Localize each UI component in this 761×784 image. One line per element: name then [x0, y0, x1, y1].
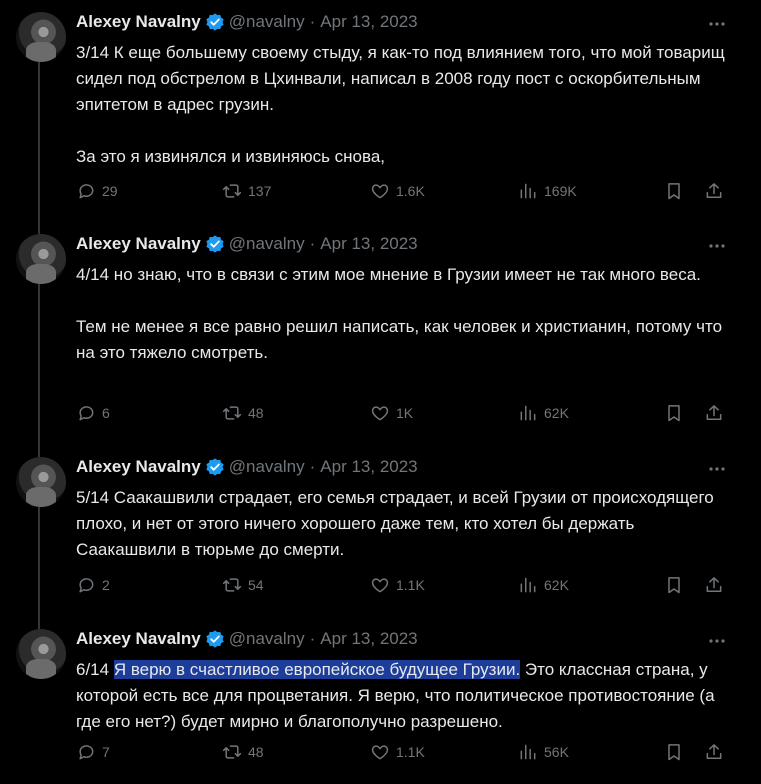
author-name[interactable]: Alexey Navalny — [76, 234, 201, 253]
retweet-icon — [222, 742, 242, 762]
share-button[interactable] — [704, 575, 730, 595]
verified-badge-icon — [205, 234, 225, 254]
share-button[interactable] — [704, 403, 730, 423]
tweet-date[interactable]: Apr 13, 2023 — [320, 12, 418, 31]
like-count: 1.1K — [396, 744, 425, 760]
retweet-button[interactable] — [222, 181, 271, 201]
retweet-icon — [222, 403, 242, 423]
thread-line — [38, 507, 40, 617]
verified-badge-icon — [205, 629, 225, 649]
tweet[interactable] — [0, 0, 761, 222]
separator-dot: · — [309, 629, 316, 648]
retweet-count: 137 — [248, 183, 272, 199]
reply-button[interactable] — [76, 742, 110, 762]
reply-button[interactable] — [76, 575, 110, 595]
separator-dot: · — [309, 457, 316, 476]
retweet-button[interactable] — [222, 403, 264, 423]
like-button[interactable] — [370, 403, 413, 423]
retweet-count: 54 — [248, 577, 264, 593]
tweet-actions — [76, 403, 726, 427]
author-handle[interactable]: @navalny — [228, 629, 305, 648]
bookmark-icon — [664, 403, 684, 423]
views-count: 62K — [544, 577, 569, 593]
selected-text-highlight[interactable]: Я верю в счастливое европейское будущее Грузии. — [113, 660, 521, 679]
more-icon[interactable] — [705, 631, 729, 651]
reply-button[interactable] — [76, 181, 118, 201]
bookmark-button[interactable] — [664, 575, 690, 595]
share-icon — [704, 575, 724, 595]
retweet-count: 48 — [248, 405, 264, 421]
bookmark-button[interactable] — [664, 181, 690, 201]
tweet-date[interactable]: Apr 13, 2023 — [320, 457, 418, 476]
views-icon — [518, 575, 538, 595]
tweet-date[interactable]: Apr 13, 2023 — [320, 234, 418, 253]
retweet-button[interactable] — [222, 742, 264, 762]
like-icon — [370, 403, 390, 423]
reply-count: 29 — [102, 183, 118, 199]
bookmark-icon — [664, 181, 684, 201]
avatar[interactable] — [16, 629, 66, 679]
bookmark-button[interactable] — [664, 742, 690, 762]
more-icon[interactable] — [705, 459, 729, 479]
like-button[interactable] — [370, 181, 425, 201]
views-button[interactable] — [518, 742, 569, 762]
reply-count: 7 — [102, 744, 110, 760]
verified-badge-icon — [205, 457, 225, 477]
thread-line — [38, 222, 40, 234]
author-name[interactable]: Alexey Navalny — [76, 12, 201, 31]
retweet-count: 48 — [248, 744, 264, 760]
thread-line — [38, 62, 40, 234]
verified-badge-icon — [205, 12, 225, 32]
tweet-actions — [76, 742, 726, 766]
share-icon — [704, 403, 724, 423]
bookmark-icon — [664, 742, 684, 762]
views-button[interactable] — [518, 403, 569, 423]
thread-line — [38, 284, 40, 445]
like-icon — [370, 181, 390, 201]
share-icon — [704, 742, 724, 762]
retweet-icon — [222, 575, 242, 595]
like-icon — [370, 575, 390, 595]
avatar[interactable] — [16, 12, 66, 62]
more-icon[interactable] — [705, 14, 729, 34]
tweet[interactable] — [0, 617, 761, 784]
tweet-actions — [76, 181, 726, 205]
tweet[interactable] — [0, 445, 761, 617]
views-button[interactable] — [518, 181, 577, 201]
tweet-header — [76, 629, 418, 649]
avatar[interactable] — [16, 234, 66, 284]
author-handle[interactable]: @navalny — [228, 12, 305, 31]
reply-icon — [76, 575, 96, 595]
share-button[interactable] — [704, 742, 730, 762]
reply-count: 6 — [102, 405, 110, 421]
like-count: 1K — [396, 405, 414, 421]
tweet-text: 6/14 Я верю в счастливое европейское будущее Грузии. Это классная страна, у которой есть все для процветания. Я верю, что политическое противостояние (а где его нет?) будет мирно и благополучно разрешено. — [76, 660, 720, 731]
thread-line — [38, 617, 40, 629]
tweet-header — [76, 12, 418, 32]
retweet-icon — [222, 181, 242, 201]
separator-dot: · — [309, 12, 316, 31]
avatar[interactable] — [16, 457, 66, 507]
like-icon — [370, 742, 390, 762]
reply-count: 2 — [102, 577, 110, 593]
like-button[interactable] — [370, 575, 425, 595]
thread-line — [38, 445, 40, 457]
like-button[interactable] — [370, 742, 425, 762]
author-handle[interactable]: @navalny — [228, 234, 305, 253]
reply-icon — [76, 742, 96, 762]
tweet-header — [76, 234, 418, 254]
views-count: 62K — [544, 405, 569, 421]
tweet-text: 4/14 но знаю, что в связи с этим мое мнение в Грузии имеет не так много веса. Тем не менее я все равно решил написать, как человек и христианин, потому что на это тяжело смотреть. — [76, 265, 723, 362]
retweet-button[interactable] — [222, 575, 264, 595]
tweet-header — [76, 457, 418, 477]
author-name[interactable]: Alexey Navalny — [76, 629, 201, 648]
bookmark-icon — [664, 575, 684, 595]
tweet-text: 5/14 Саакашвили страдает, его семья страдает, и всей Грузии от происходящего плохо, и нет от этого ничего хорошего даже тем, кто хотел бы держать Саакашвили в тюрьме до смерти. — [76, 488, 719, 559]
share-button[interactable] — [704, 181, 730, 201]
tweet-date[interactable]: Apr 13, 2023 — [320, 629, 418, 648]
bookmark-button[interactable] — [664, 403, 690, 423]
reply-button[interactable] — [76, 403, 110, 423]
tweet[interactable] — [0, 222, 761, 445]
views-icon — [518, 403, 538, 423]
author-handle[interactable]: @navalny — [228, 457, 305, 476]
like-count: 1.6K — [396, 183, 425, 199]
share-icon — [704, 181, 724, 201]
views-count: 56K — [544, 744, 569, 760]
views-button[interactable] — [518, 575, 569, 595]
tweet-text: 3/14 К еще большему своему стыду, я как-то под влиянием того, что мой товарищ сидел под обстрелом в Цхинвали, написал в 2008 году пост с оскорбительным эпитетом в адрес грузин. За это я извинялся и извиняюсь снова, — [76, 43, 725, 166]
views-icon — [518, 742, 538, 762]
tweet-actions — [76, 575, 726, 599]
views-count: 169K — [544, 183, 577, 199]
author-name[interactable]: Alexey Navalny — [76, 457, 201, 476]
reply-icon — [76, 403, 96, 423]
reply-icon — [76, 181, 96, 201]
like-count: 1.1K — [396, 577, 425, 593]
views-icon — [518, 181, 538, 201]
more-icon[interactable] — [705, 236, 729, 256]
separator-dot: · — [309, 234, 316, 253]
